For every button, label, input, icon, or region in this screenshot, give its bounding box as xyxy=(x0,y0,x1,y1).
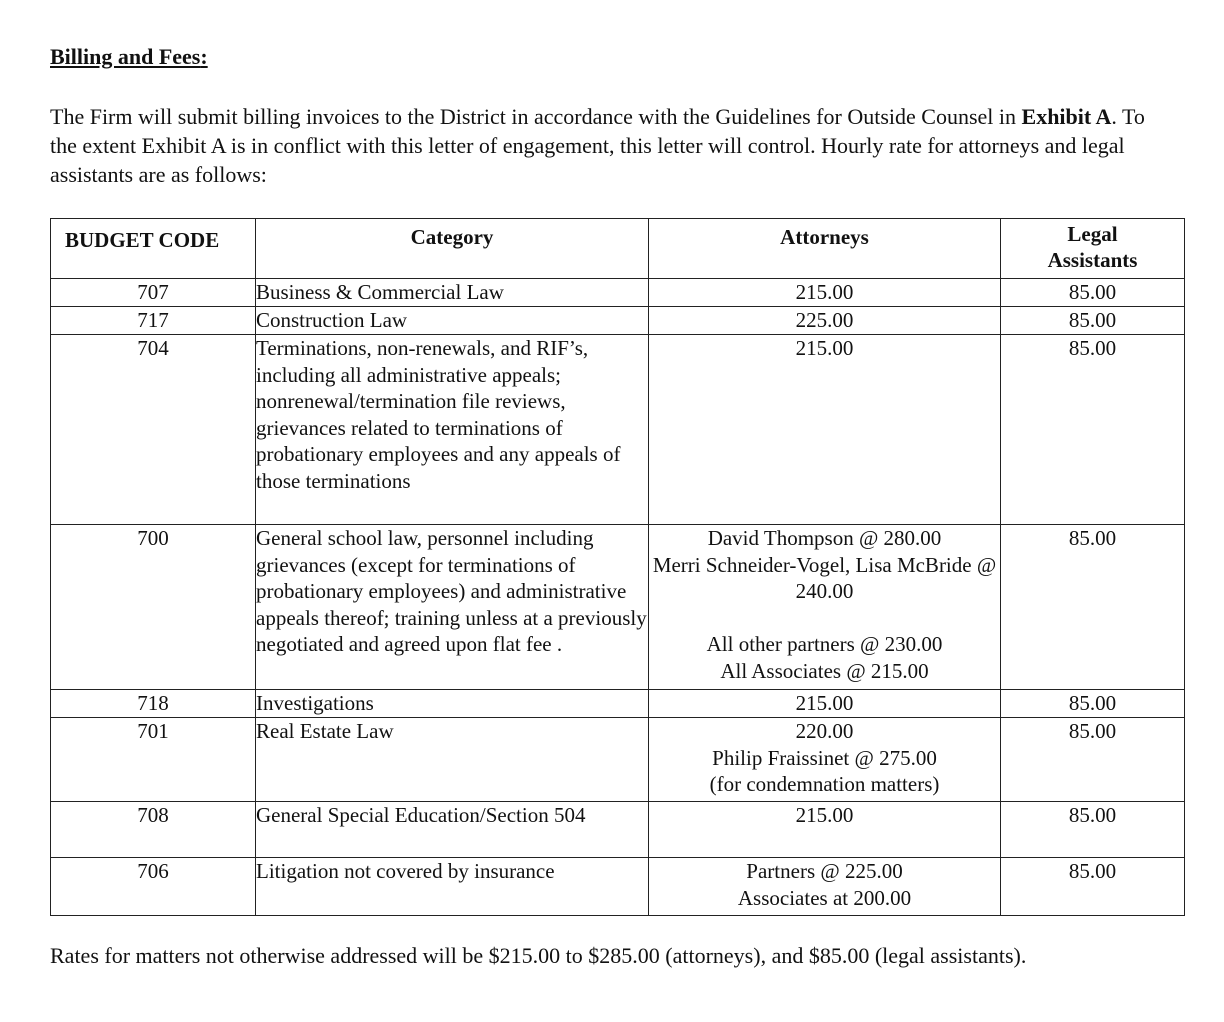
header-attorneys: Attorneys xyxy=(649,219,1001,279)
category-cell: Investigations xyxy=(256,690,649,718)
intro-paragraph xyxy=(50,102,1170,189)
budget-code-cell: 701 xyxy=(51,718,256,802)
attorneys-cell xyxy=(649,335,1001,525)
attorneys-cell xyxy=(649,279,1001,307)
budget-code-cell: 708 xyxy=(51,802,256,858)
attorney-rate-line: 215.00 xyxy=(795,803,854,827)
table-header-row xyxy=(51,219,1185,279)
attorneys-cell xyxy=(649,690,1001,718)
attorney-rate-line: 220.00 xyxy=(795,719,854,743)
attorney-rate-line: Merri Schneider-Vogel, Lisa McBride @ 240.00 xyxy=(652,552,997,603)
legal-assistants-cell: 85.00 xyxy=(1001,718,1185,802)
table-row xyxy=(51,718,1185,802)
table-row xyxy=(51,690,1185,718)
budget-code-cell: 707 xyxy=(51,279,256,307)
category-cell: Real Estate Law xyxy=(256,718,649,802)
budget-code-cell: 717 xyxy=(51,307,256,335)
attorneys-cell xyxy=(649,307,1001,335)
attorney-rate-line xyxy=(649,605,1000,632)
intro-text-after: . To the extent Exhibit A is in conflict with this letter of engagement, this letter will control. Hourly rate for attorneys and legal assistants are as follows: xyxy=(50,104,1145,187)
table-row xyxy=(51,525,1185,690)
attorney-rate-line: Associates at 200.00 xyxy=(737,885,912,910)
attorneys-cell xyxy=(649,525,1001,690)
table-row xyxy=(51,858,1185,916)
attorney-rate-line: All Associates @ 215.00 xyxy=(720,658,929,683)
legal-assistants-cell: 85.00 xyxy=(1001,525,1185,690)
attorney-rate-line: Philip Fraissinet @ 275.00 xyxy=(712,745,937,770)
attorneys-cell xyxy=(649,718,1001,802)
attorneys-cell xyxy=(649,802,1001,858)
exhibit-reference: Exhibit A xyxy=(1021,104,1112,129)
attorney-rate-line: Partners @ 225.00 xyxy=(746,859,903,883)
legal-assistants-cell: 85.00 xyxy=(1001,307,1185,335)
intro-text-before: The Firm will submit billing invoices to the District in accordance with the Guidelines for Outside Counsel in xyxy=(50,104,1022,129)
category-cell: Terminations, non-renewals, and RIF’s, including all administrative appeals; nonrenewal/termination file reviews, grievances related to terminations of probationary employees and any appeals of those terminations xyxy=(256,335,649,525)
heading-text: Billing and Fees xyxy=(50,44,201,69)
attorney-rate-line: All other partners @ 230.00 xyxy=(706,632,943,656)
attorneys-cell xyxy=(649,858,1001,916)
budget-code-cell: 718 xyxy=(51,690,256,718)
category-cell: Construction Law xyxy=(256,307,649,335)
attorney-rate-line: David Thompson @ 280.00 xyxy=(707,526,942,550)
footer-paragraph: Rates for matters not otherwise addressed will be $215.00 to $285.00 (attorneys), and $85.00 (legal assistants). xyxy=(50,943,1027,968)
category-cell: Litigation not covered by insurance xyxy=(256,858,649,916)
header-category: Category xyxy=(256,219,649,279)
heading-colon: : xyxy=(200,44,208,69)
category-cell: General Special Education/Section 504 xyxy=(256,802,649,858)
budget-code-cell: 704 xyxy=(51,335,256,525)
header-budget-code: BUDGET CODE xyxy=(51,219,256,279)
table-row xyxy=(51,279,1185,307)
legal-assistants-cell: 85.00 xyxy=(1001,335,1185,525)
table-row xyxy=(51,335,1185,525)
attorney-rate-line: 215.00 xyxy=(795,336,854,360)
legal-assistants-cell: 85.00 xyxy=(1001,858,1185,916)
legal-assistants-cell: 85.00 xyxy=(1001,690,1185,718)
budget-code-cell: 700 xyxy=(51,525,256,690)
table-body xyxy=(51,279,1185,916)
legal-assistants-cell: 85.00 xyxy=(1001,279,1185,307)
table-row xyxy=(51,307,1185,335)
attorney-rate-line: 225.00 xyxy=(795,308,854,332)
attorney-rate-line: 215.00 xyxy=(795,691,854,715)
table-row xyxy=(51,802,1185,858)
section-heading xyxy=(50,44,208,70)
attorney-rate-line: 215.00 xyxy=(795,280,854,304)
category-cell: General school law, personnel including grievances (except for terminations of probationary employees) and administrative appeals thereof; training unless at a previously negotiated and agreed upon flat fee . xyxy=(256,525,649,690)
attorney-rate-line: (for condemnation matters) xyxy=(709,772,940,796)
header-legal-assistants xyxy=(1001,219,1185,279)
header-legal-line1: Legal xyxy=(1067,222,1118,246)
budget-code-cell: 706 xyxy=(51,858,256,916)
header-legal-line2: Assistants xyxy=(1047,248,1138,272)
legal-assistants-cell: 85.00 xyxy=(1001,802,1185,858)
category-cell: Business & Commercial Law xyxy=(256,279,649,307)
billing-rates-table xyxy=(50,218,1185,916)
